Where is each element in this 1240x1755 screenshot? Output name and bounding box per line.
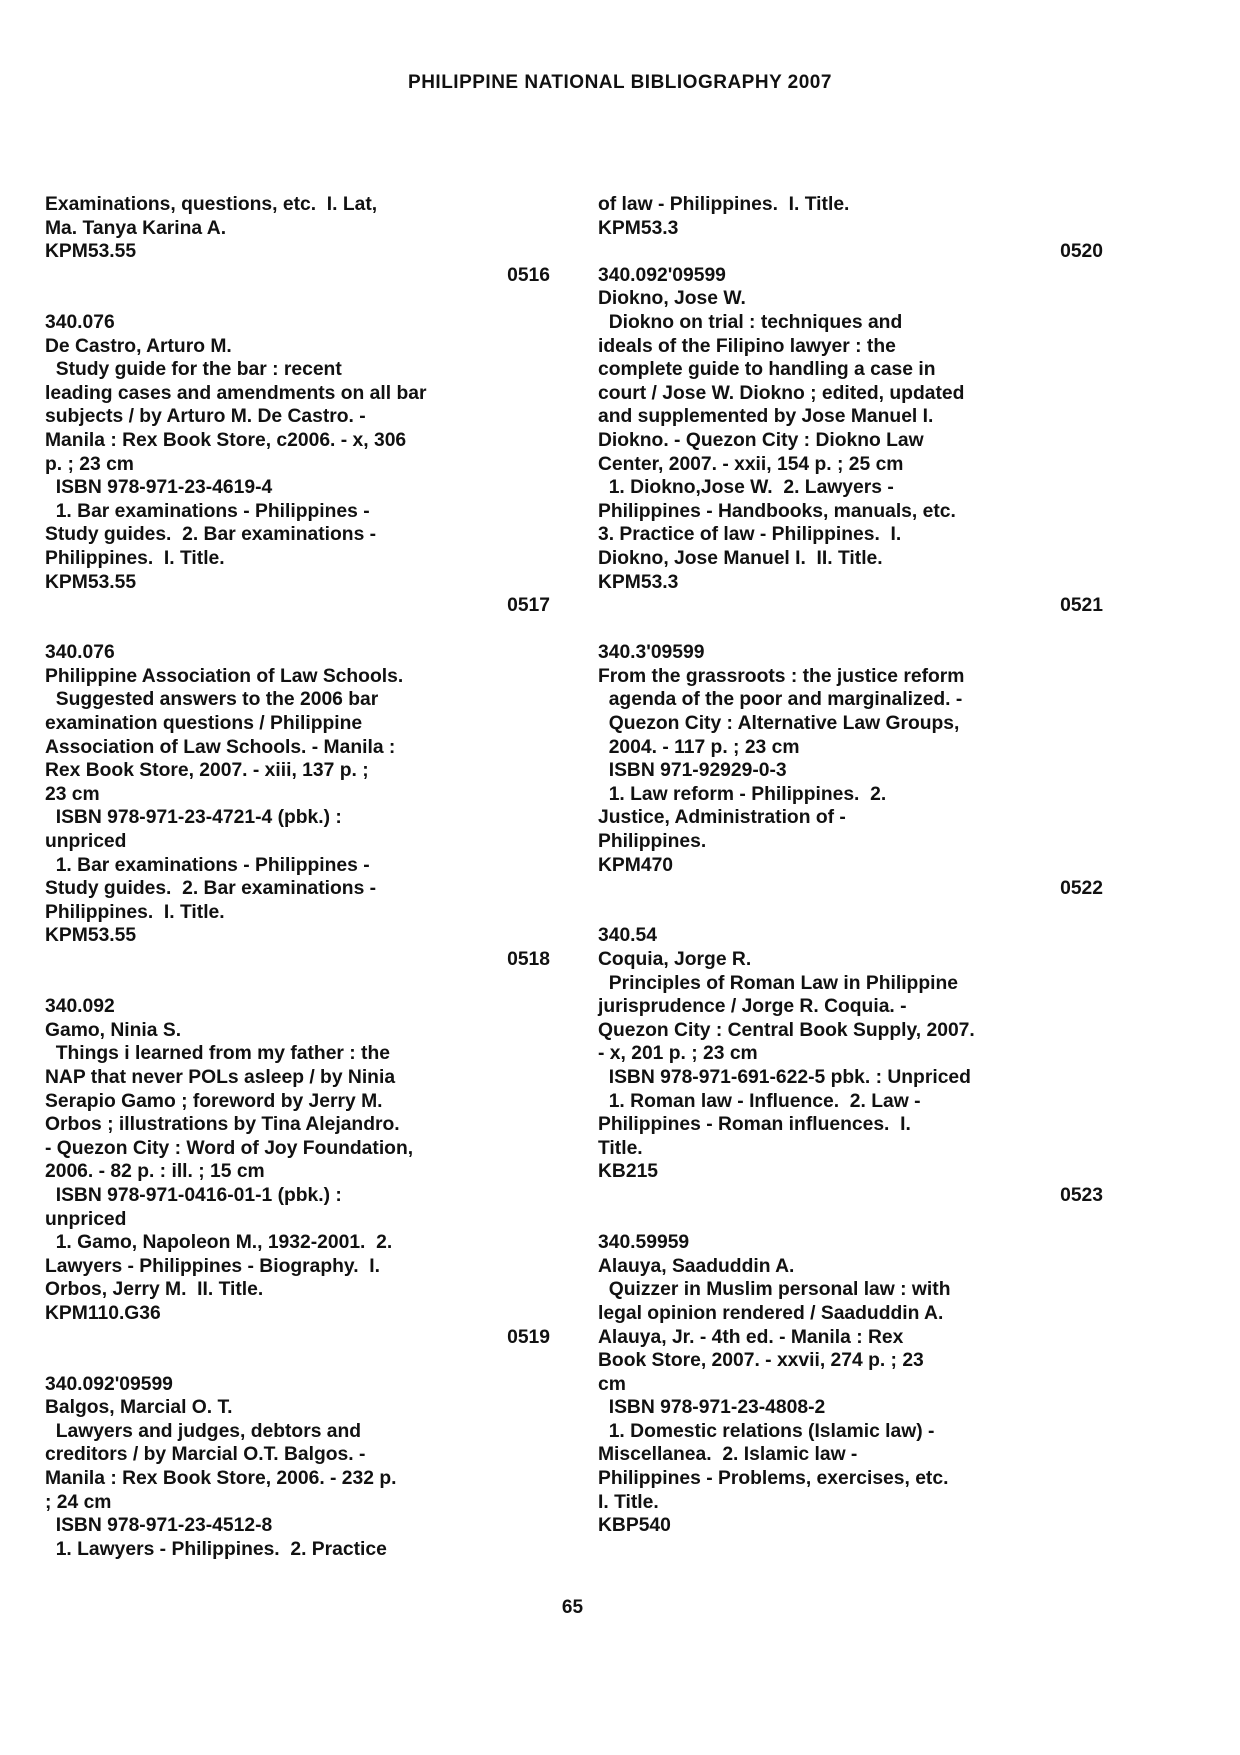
text-line: cm [598, 1373, 626, 1395]
text-line: 1. Domestic relations (Islamic law) - [598, 1420, 935, 1442]
text-line: Association of Law Schools. - Manila : [45, 736, 396, 758]
text-line: complete guide to handling a case in [598, 359, 936, 381]
text-line: Coquia, Jorge R. [598, 949, 752, 970]
text-line: agenda of the poor and marginalized. - [598, 689, 963, 711]
text-line: Quezon City : Alternative Law Groups, [598, 713, 960, 735]
text-line: 340.076 [45, 311, 115, 333]
text-line: Diokno, Jose Manuel I. II. Title. [598, 547, 883, 569]
text-line: ISBN 978-971-23-4512-8 [45, 1515, 273, 1537]
text-line: 23 cm [45, 783, 100, 805]
text-line: 3. Practice of law - Philippines. I. [598, 524, 902, 546]
text-line: Balgos, Marcial O. T. [45, 1397, 233, 1419]
text-line: KPM53.3 [598, 571, 679, 593]
text-line: Book Store, 2007. - xxvii, 274 p. ; 23 [598, 1350, 924, 1372]
text-line: Center, 2007. - xxii, 154 p. ; 25 cm [598, 453, 904, 475]
text-line: ISBN 971-92929-0-3 [598, 760, 787, 782]
left-column [45, 193, 550, 1561]
text-line: Alauya, Saaduddin A. [598, 1255, 795, 1277]
text-line: I. Title. [598, 1491, 659, 1513]
text-line: ; 24 cm [45, 1491, 112, 1513]
text-line: 1. Bar examinations - Philippines - [45, 854, 370, 876]
text-line: Ma. Tanya Karina A. [45, 217, 227, 239]
text-line: Quezon City : Central Book Supply, 2007. [598, 1019, 975, 1041]
text-line: KBP540 [598, 1515, 671, 1537]
text-line: Philippines. I. Title. [45, 901, 225, 923]
text-line: 340.092 [45, 996, 115, 1018]
text-line: legal opinion rendered / Saaduddin A. [598, 1302, 944, 1324]
text-line: ISBN 978-971-23-4721-4 (pbk.) : [45, 807, 342, 829]
blank-line [45, 1349, 550, 1373]
entry-number: 0522 [1060, 878, 1103, 900]
text-line: Orbos ; illustrations by Tina Alejandro. [45, 1114, 400, 1136]
text-line: 1. Law reform - Philippines. 2. [598, 783, 887, 805]
text-line: court / Jose W. Diokno ; edited, updated [598, 382, 965, 404]
text-line: Justice, Administration of - [598, 807, 846, 829]
text-line: unpriced [45, 831, 127, 853]
text-line: ideals of the Filipino lawyer : the [598, 335, 896, 357]
text-line: ISBN 978-971-691-622-5 pbk. : Unpriced [598, 1066, 971, 1088]
text-line: Orbos, Jerry M. II. Title. [45, 1279, 264, 1301]
text-line: From the grassroots : the justice reform [598, 665, 965, 687]
page-number: 65 [561, 1597, 584, 1618]
text-line: p. ; 23 cm [45, 453, 134, 475]
text-line: 340.54 [598, 925, 657, 947]
text-line: jurisprudence / Jorge R. Coquia. - [598, 996, 907, 1018]
entry-number: 0520 [1060, 241, 1103, 263]
text-line: 340.092'09599 [45, 1373, 173, 1395]
page-title: PHILIPPINE NATIONAL BIBLIOGRAPHY 2007 [408, 72, 832, 93]
text-line: ISBN 978-971-23-4808-2 [598, 1397, 826, 1419]
text-line: Manila : Rex Book Store, 2006. - 232 p. [45, 1468, 397, 1490]
text-line: Philippines - Roman influences. I. [598, 1114, 911, 1136]
text-line: KPM53.55 [45, 241, 137, 263]
text-line: 340.59959 [598, 1232, 690, 1254]
text-line: 1. Bar examinations - Philippines - [45, 500, 370, 522]
text-line: - Quezon City : Word of Joy Foundation, [45, 1137, 414, 1159]
blank-line [45, 287, 550, 311]
text-line: Diokno on trial : techniques and [598, 311, 903, 333]
entry-number: 0523 [1060, 1184, 1103, 1206]
text-line: creditors / by Marcial O.T. Balgos. - [45, 1444, 366, 1466]
entry-number: 0517 [507, 595, 550, 617]
text-line: ISBN 978-971-23-4619-4 [45, 477, 273, 499]
entry-number: 0519 [507, 1326, 550, 1348]
text-line: Philippine Association of Law Schools. [45, 665, 404, 687]
text-line: De Castro, Arturo M. [45, 335, 232, 357]
text-line: Miscellanea. 2. Islamic law - [598, 1444, 858, 1466]
text-line: Principles of Roman Law in Philippine [598, 972, 958, 994]
text-line: 1. Diokno,Jose W. 2. Lawyers - [598, 477, 894, 499]
text-line: unpriced [45, 1208, 127, 1230]
text-line: Serapio Gamo ; foreword by Jerry M. [45, 1090, 383, 1112]
text-line: Suggested answers to the 2006 bar [45, 689, 379, 711]
text-line: KPM53.55 [45, 925, 137, 947]
text-line: KPM470 [598, 854, 674, 876]
entry-number: 0521 [1060, 595, 1103, 617]
text-line: Lawyers - Philippines - Biography. I. [45, 1255, 380, 1277]
text-line: KPM110.G36 [45, 1302, 161, 1324]
text-line: KPM53.3 [598, 217, 679, 239]
text-line: NAP that never POLs asleep / by Ninia [45, 1066, 396, 1088]
text-line: Diokno, Jose W. [598, 288, 746, 310]
text-line: Study guide for the bar : recent [45, 359, 342, 381]
text-line: 1. Lawyers - Philippines. 2. Practice [45, 1538, 387, 1560]
text-line: 1. Roman law - Influence. 2. Law - [598, 1090, 921, 1112]
blank-line [45, 972, 550, 996]
text-line: Alauya, Jr. - 4th ed. - Manila : Rex [598, 1326, 904, 1348]
text-line: examination questions / Philippine [45, 713, 363, 735]
text-line: Study guides. 2. Bar examinations - [45, 524, 377, 546]
text-line: 2004. - 117 p. ; 23 cm [598, 736, 800, 758]
entry-number: 0518 [507, 949, 550, 970]
entry-number: 0516 [507, 264, 550, 286]
blank-line [45, 618, 550, 642]
text-line: Things i learned from my father : the [45, 1043, 390, 1065]
text-line: 1. Gamo, Napoleon M., 1932-2001. 2. [45, 1232, 393, 1254]
text-line: Manila : Rex Book Store, c2006. - x, 306 [45, 429, 407, 451]
text-line: Examinations, questions, etc. I. Lat, [45, 194, 378, 215]
text-line: Philippines. I. Title. [45, 547, 225, 569]
text-line: Quizzer in Muslim personal law : with [598, 1279, 951, 1301]
text-line: Study guides. 2. Bar examinations - [45, 878, 377, 900]
text-line: ISBN 978-971-0416-01-1 (pbk.) : [45, 1184, 342, 1206]
text-line: of law - Philippines. I. Title. [598, 194, 850, 215]
text-line: Rex Book Store, 2007. - xiii, 137 p. ; [45, 760, 369, 782]
text-line: Philippines. [598, 831, 707, 853]
text-line: Philippines - Problems, exercises, etc. [598, 1468, 949, 1490]
text-line: leading cases and amendments on all bar [45, 382, 427, 404]
right-column [598, 193, 1103, 1538]
blank-line [598, 618, 1103, 642]
text-line: 340.3'09599 [598, 642, 705, 664]
blank-line [598, 1208, 1103, 1232]
text-line: 340.076 [45, 642, 115, 664]
text-line: 2006. - 82 p. : ill. ; 15 cm [45, 1161, 265, 1183]
text-line: subjects / by Arturo M. De Castro. - [45, 406, 366, 428]
text-line: 340.092'09599 [598, 264, 726, 286]
text-line: Philippines - Handbooks, manuals, etc. [598, 500, 956, 522]
text-line: Lawyers and judges, debtors and [45, 1420, 362, 1442]
text-line: Diokno. - Quezon City : Diokno Law [598, 429, 924, 451]
text-line: - x, 201 p. ; 23 cm [598, 1043, 758, 1065]
text-line: and supplemented by Jose Manuel I. [598, 406, 934, 428]
text-line: KPM53.55 [45, 571, 137, 593]
blank-line [598, 901, 1103, 925]
text-line: KB215 [598, 1161, 659, 1183]
text-line: Gamo, Ninia S. [45, 1019, 182, 1041]
text-line: Title. [598, 1137, 643, 1159]
